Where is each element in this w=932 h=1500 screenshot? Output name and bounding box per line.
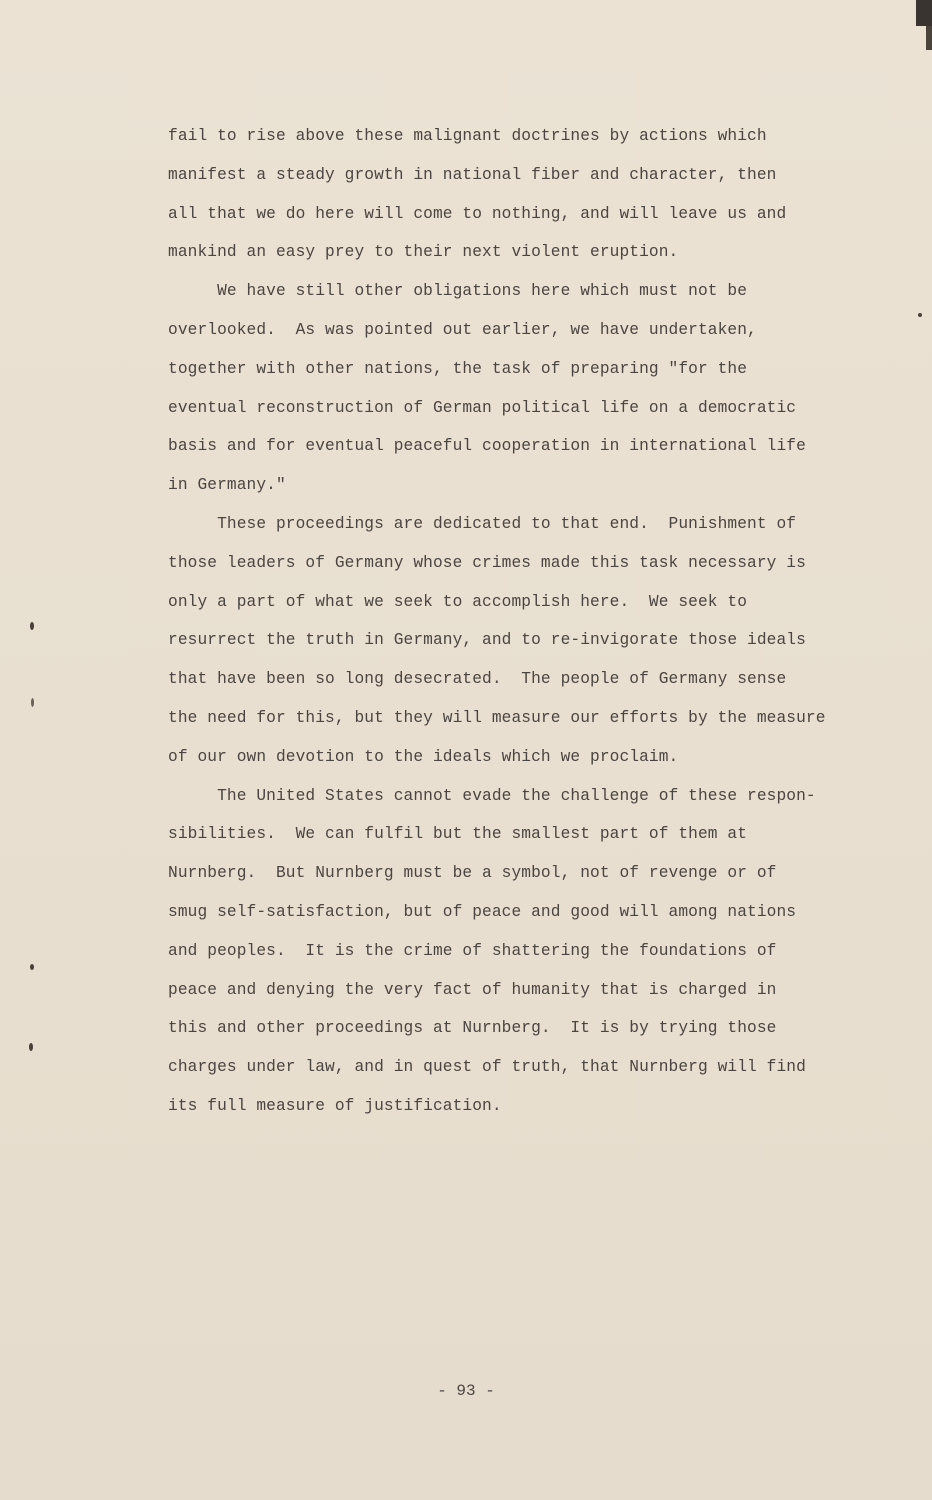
margin-mark bbox=[918, 313, 922, 317]
text-line: We have still other obligations here which must not be bbox=[168, 282, 748, 301]
text-line: that have been so long desecrated. The people of Germany sense bbox=[168, 670, 787, 689]
text-line: and peoples. It is the crime of shattering the foundations of bbox=[168, 941, 777, 960]
text-line: resurrect the truth in Germany, and to re-invigorate those ideals bbox=[168, 631, 806, 650]
text-line: this and other proceedings at Nurnberg. It is by trying those bbox=[168, 1019, 777, 1038]
text-line: The United States cannot evade the challenge of these respon- bbox=[168, 786, 816, 805]
text-line: those leaders of Germany whose crimes made this task necessary is bbox=[168, 553, 806, 572]
page-edge-shadow bbox=[926, 26, 932, 50]
text-line: charges under law, and in quest of truth, that Nurnberg will find bbox=[168, 1058, 806, 1077]
margin-mark bbox=[30, 622, 34, 630]
text-line: overlooked. As was pointed out earlier, we have undertaken, bbox=[168, 320, 757, 339]
text-line: all that we do here will come to nothing, and will leave us and bbox=[168, 204, 787, 223]
text-line: together with other nations, the task of preparing "for the bbox=[168, 359, 748, 378]
page-number: - 93 - bbox=[437, 1382, 495, 1400]
text-line: basis and for eventual peaceful cooperation in international life bbox=[168, 437, 806, 456]
text-line: eventual reconstruction of German political life on a democratic bbox=[168, 398, 797, 417]
page-corner-shadow bbox=[916, 0, 932, 26]
text-line: the need for this, but they will measure our efforts by the measure bbox=[168, 708, 826, 727]
text-line: mankind an easy prey to their next violent eruption. bbox=[168, 243, 679, 262]
body-text bbox=[168, 117, 826, 1126]
text-line: smug self-satisfaction, but of peace and good will among nations bbox=[168, 902, 797, 921]
text-line: in Germany." bbox=[168, 476, 286, 495]
text-line: Nurnberg. But Nurnberg must be a symbol, not of revenge or of bbox=[168, 864, 777, 883]
text-line: sibilities. We can fulfil but the smallest part of them at bbox=[168, 825, 748, 844]
text-line: only a part of what we seek to accomplish here. We seek to bbox=[168, 592, 748, 611]
text-line: fail to rise above these malignant doctrines by actions which bbox=[168, 127, 767, 145]
margin-mark bbox=[29, 1043, 33, 1051]
text-line: peace and denying the very fact of humanity that is charged in bbox=[168, 980, 777, 999]
text-line: These proceedings are dedicated to that end. Punishment of bbox=[168, 514, 797, 533]
text-line: manifest a steady growth in national fiber and character, then bbox=[168, 165, 777, 184]
text-line: of our own devotion to the ideals which we proclaim. bbox=[168, 747, 679, 766]
text-line: its full measure of justification. bbox=[168, 1096, 502, 1115]
margin-mark bbox=[31, 698, 34, 707]
margin-mark bbox=[30, 964, 34, 970]
